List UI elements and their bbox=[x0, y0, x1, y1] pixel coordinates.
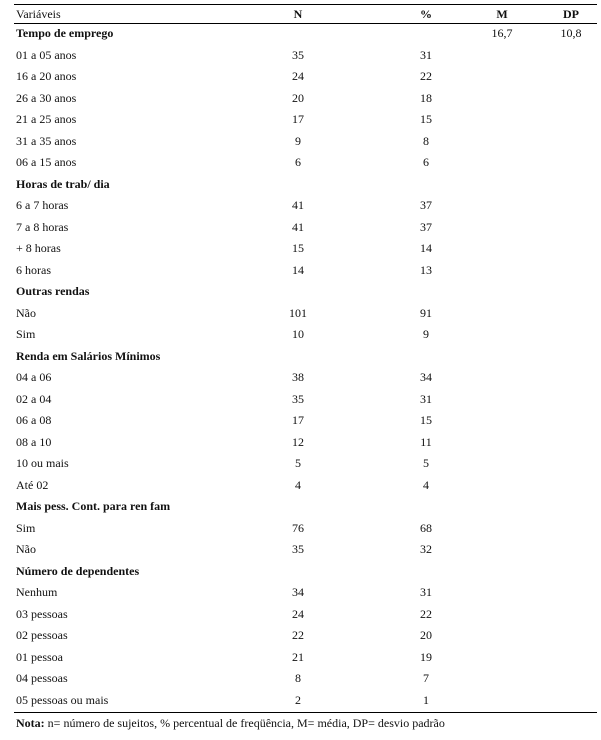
row-label: Outras rendas bbox=[16, 284, 90, 298]
note-text: n= número de sujeitos, % percentual de freqüência, M= média, DP= desvio padrão bbox=[44, 716, 445, 730]
cell-n: 35 bbox=[292, 47, 304, 62]
row-label: 04 a 06 bbox=[16, 370, 52, 384]
cell-n: 17 bbox=[292, 112, 304, 126]
cell-percent: 9 bbox=[423, 327, 429, 341]
table-section-row bbox=[14, 281, 597, 301]
table-row bbox=[14, 217, 597, 237]
cell-percent: 37 bbox=[420, 198, 432, 212]
cell-n: 17 bbox=[292, 413, 304, 427]
table-section-row bbox=[14, 346, 597, 366]
cell-percent: 15 bbox=[420, 413, 432, 427]
cell-percent: 22 bbox=[420, 606, 432, 621]
row-label: 05 pessoas ou mais bbox=[16, 692, 109, 707]
row-label: 03 pessoas bbox=[16, 606, 68, 621]
cell-n: 35 bbox=[292, 391, 304, 406]
row-label: 6 horas bbox=[16, 262, 51, 277]
table-row bbox=[14, 453, 597, 473]
cell-n: 76 bbox=[292, 520, 304, 535]
cell-n: 5 bbox=[295, 456, 301, 470]
cell-percent: 31 bbox=[420, 585, 432, 599]
cell-percent: 11 bbox=[420, 434, 432, 449]
row-label: Sim bbox=[16, 327, 36, 341]
cell-percent: 15 bbox=[420, 112, 432, 126]
row-label: Número de dependentes bbox=[16, 563, 140, 578]
cell-n: 38 bbox=[292, 370, 304, 384]
table-section-row bbox=[14, 496, 597, 516]
cell-percent: 1 bbox=[423, 692, 429, 707]
cell-n: 10 bbox=[292, 327, 304, 341]
row-label: 6 a 7 horas bbox=[16, 198, 69, 212]
row-label: 26 a 30 anos bbox=[16, 90, 77, 105]
table-header-row bbox=[14, 4, 597, 24]
table-row bbox=[14, 518, 597, 538]
cell-percent: 6 bbox=[423, 155, 429, 169]
cell-n: 41 bbox=[292, 219, 304, 234]
row-label: Renda em Salários Mínimos bbox=[16, 348, 161, 363]
table-section-row bbox=[14, 561, 597, 581]
table-row bbox=[14, 367, 597, 387]
cell-n: 41 bbox=[292, 198, 304, 212]
note-prefix: Nota: bbox=[16, 716, 45, 730]
row-label: 10 ou mais bbox=[16, 456, 69, 470]
row-label: 06 a 15 anos bbox=[16, 155, 77, 169]
row-label: Não bbox=[16, 305, 36, 320]
table-row bbox=[14, 625, 597, 645]
cell-percent: 68 bbox=[420, 520, 432, 535]
row-label: 01 pessoa bbox=[16, 649, 63, 664]
cell-n: 14 bbox=[292, 262, 304, 277]
cell-percent: 31 bbox=[420, 47, 432, 62]
table-row bbox=[14, 475, 597, 495]
table-row bbox=[14, 238, 597, 258]
row-label: 21 a 25 anos bbox=[16, 112, 77, 126]
row-label: 01 a 05 anos bbox=[16, 47, 77, 62]
table-row bbox=[14, 45, 597, 65]
row-label: 06 a 08 bbox=[16, 413, 52, 427]
table-row bbox=[14, 690, 597, 710]
row-label: 04 pessoas bbox=[16, 671, 68, 685]
row-label: 16 a 20 anos bbox=[16, 69, 77, 83]
cell-percent: 20 bbox=[420, 628, 432, 642]
cell-percent: 18 bbox=[420, 90, 432, 105]
cell-n: 24 bbox=[292, 69, 304, 83]
table-row bbox=[14, 647, 597, 667]
cell-n: 24 bbox=[292, 606, 304, 621]
row-label: Mais pess. Cont. para ren fam bbox=[16, 499, 171, 513]
table-row bbox=[14, 131, 597, 151]
cell-n: 34 bbox=[292, 585, 304, 599]
cell-percent: 13 bbox=[420, 262, 432, 277]
cell-n: 101 bbox=[289, 305, 307, 320]
cell-n: 20 bbox=[292, 90, 304, 105]
row-label: Não bbox=[16, 542, 36, 556]
cell-percent: 91 bbox=[420, 305, 432, 320]
cell-n: 6 bbox=[295, 155, 301, 169]
row-label: 7 a 8 horas bbox=[16, 219, 69, 234]
table-row bbox=[14, 389, 597, 409]
header-dp: DP bbox=[563, 7, 579, 21]
header-percent: % bbox=[420, 7, 432, 21]
cell-percent: 8 bbox=[423, 133, 429, 148]
row-label: 02 pessoas bbox=[16, 628, 68, 642]
cell-n: 8 bbox=[295, 671, 301, 685]
table-row bbox=[14, 195, 597, 215]
table-row bbox=[14, 432, 597, 452]
cell-n: 35 bbox=[292, 542, 304, 556]
header-n: N bbox=[293, 7, 303, 21]
cell-percent: 32 bbox=[420, 542, 432, 556]
cell-m: 16,7 bbox=[491, 26, 513, 40]
cell-percent: 34 bbox=[420, 370, 432, 384]
table-row bbox=[14, 668, 597, 688]
table-row bbox=[14, 260, 597, 280]
cell-dp: 10,8 bbox=[560, 26, 582, 40]
table-section-row bbox=[14, 23, 597, 43]
cell-n: 21 bbox=[292, 649, 304, 664]
cell-percent: 5 bbox=[423, 456, 429, 470]
row-label: 31 a 35 anos bbox=[16, 133, 77, 148]
row-label: Sim bbox=[16, 520, 36, 535]
table-row bbox=[14, 152, 597, 172]
table-row bbox=[14, 66, 597, 86]
table-row bbox=[14, 539, 597, 559]
header-variaveis: Variáveis bbox=[16, 7, 61, 21]
cell-percent: 14 bbox=[420, 241, 432, 255]
row-label: 08 a 10 bbox=[16, 434, 52, 449]
cell-n: 22 bbox=[292, 628, 304, 642]
row-label: + 8 horas bbox=[16, 241, 61, 255]
row-label: 02 a 04 bbox=[16, 391, 52, 406]
cell-n: 2 bbox=[295, 692, 301, 707]
cell-n: 15 bbox=[292, 241, 304, 255]
table-row bbox=[14, 109, 597, 129]
table-row bbox=[14, 582, 597, 602]
row-label: Horas de trab/ dia bbox=[16, 176, 110, 191]
table-row bbox=[14, 604, 597, 624]
row-label: Até 02 bbox=[16, 477, 49, 492]
cell-percent: 19 bbox=[420, 649, 432, 664]
cell-percent: 31 bbox=[420, 391, 432, 406]
row-label: Nenhum bbox=[16, 585, 58, 599]
cell-n: 9 bbox=[295, 133, 301, 148]
cell-percent: 4 bbox=[423, 477, 429, 492]
header-m: M bbox=[496, 7, 508, 21]
cell-n: 12 bbox=[292, 434, 304, 449]
table-row bbox=[14, 410, 597, 430]
table-note bbox=[16, 713, 445, 733]
table-row bbox=[14, 303, 597, 323]
cell-n: 4 bbox=[295, 477, 301, 492]
cell-percent: 22 bbox=[420, 69, 432, 83]
row-label: Tempo de emprego bbox=[16, 26, 114, 40]
table-row bbox=[14, 324, 597, 344]
cell-percent: 7 bbox=[423, 671, 429, 685]
table-section-row bbox=[14, 174, 597, 194]
cell-percent: 37 bbox=[420, 219, 432, 234]
table-row bbox=[14, 88, 597, 108]
